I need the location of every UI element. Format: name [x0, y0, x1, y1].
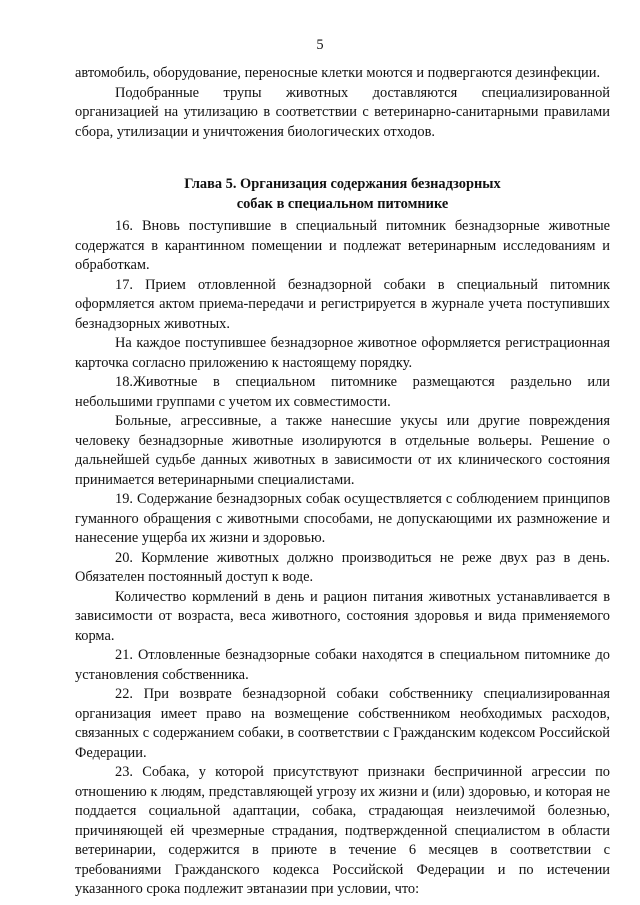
paragraph-18: 18.Животные в специальном питомнике размещаются раздельно или небольшими группами с учетом их совместимости. [75, 374, 610, 410]
chapter-heading-line-2: собак в специальном питомнике [236, 195, 449, 212]
paragraph-16: 16. Вновь поступившие в специальный питомник безнадзорные животные содержатся в карантинном помещении и подлежат ветеринарным исследованиям и обработкам. [75, 218, 610, 273]
intro-text-block [75, 64, 610, 142]
paragraph-20: 20. Кормление животных должно производиться не реже двух раз в день. Обязателен постоянный доступ к воде. [75, 549, 610, 585]
paragraph-continuation: автомобиль, оборудование, переносные клетки моются и подвергаются дезинфекции. [75, 65, 601, 81]
chapter-heading-line-1: Глава 5. Организация содержания безнадзорных [184, 176, 501, 192]
paragraph-23: 23. Собака, у которой присутствуют признаки беспричинной агрессии по отношению к людям, представляющей угрозу их жизни и (или) здоровью, и которая не поддается социальной адаптации, собака, страдающая неизлечимой болезнью, причиняющей ей чрезмерные страдания, подтвержденной специалистом в области ветеринарии, содержится в приюте в течение 6 месяцев в соответствии с требованиями Гражданского кодекса Российской Федерации и по истечении указанного срока подлежит эвтаназии при условии, что: [75, 764, 610, 897]
chapter-heading [75, 175, 610, 214]
paragraph-21: 21. Отловленные безнадзорные собаки находятся в специальном питомнике до установления собственника. [75, 647, 610, 683]
chapter-body [75, 217, 610, 900]
paragraph-22: 22. При возврате безнадзорной собаки собственнику специализированная организация имеет право на возмещение собственником необходимых расходов, связанных с содержанием собаки, в соответствии с Гражданским кодексом Российской Федерации. [75, 686, 610, 761]
paragraph-20-feeding: Количество кормлений в день и рацион питания животных устанавливается в зависимости от возраста, веса животного, состояния здоровья и вида применяемого корма. [75, 588, 610, 644]
paragraph-17-registration-card: На каждое поступившее безнадзорное животное оформляется регистрационная карточка согласно приложению к настоящему порядку. [75, 335, 610, 371]
page-number: 5 [316, 37, 324, 53]
paragraph-19: 19. Содержание безнадзорных собак осуществляется с соблюдением принципов гуманного обращения с животными способами, не допускающими их размножение и нанесение ущерба их жизни и здоровью. [75, 491, 610, 546]
paragraph-18-isolation: Больные, агрессивные, а также нанесшие укусы или другие повреждения человеку безнадзорные животные изолируются в отдельные вольеры. Решение о дальнейшей судьбе данных животных в зависимости от их клинического состояния принимается ветеринарными специалистами. [75, 413, 610, 488]
paragraph-17: 17. Прием отловленной безнадзорной собаки в специальный питомник оформляется актом приема-передачи и регистрируется в журнале учета поступивших безнадзорных животных. [75, 276, 610, 332]
paragraph-carcass-disposal: Подобранные трупы животных доставляются специализированной организацией на утилизацию в соответствии с ветеринарно-санитарными правилами сбора, утилизации и уничтожения биологических отходов. [75, 84, 610, 140]
